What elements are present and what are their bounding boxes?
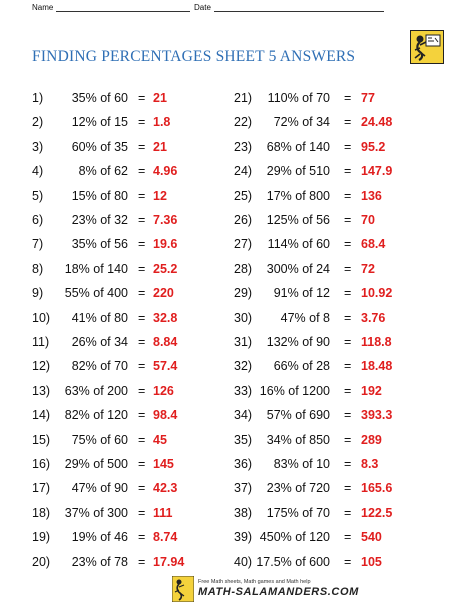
problem-number: 1) — [32, 91, 44, 105]
expression-cell — [234, 236, 330, 252]
equals-sign: = — [344, 261, 352, 276]
name-line — [56, 11, 190, 12]
problem-number: 19) — [32, 530, 51, 545]
problem-number: 29) — [234, 286, 253, 301]
equals-sign: = — [138, 115, 146, 130]
problem-row — [234, 139, 434, 161]
problem-number: 17) — [32, 481, 51, 496]
date-line — [214, 11, 384, 12]
equals-sign: = — [344, 505, 352, 520]
problem-row — [234, 188, 434, 210]
problem-expression: 175% of 70 — [266, 505, 330, 520]
expression-cell — [234, 139, 330, 155]
problem-row — [32, 432, 232, 454]
answer-value: 21 — [153, 91, 167, 105]
problem-expression: 12% of 15 — [71, 115, 128, 130]
problem-number: 23) — [234, 139, 253, 154]
problem-row — [32, 163, 232, 185]
expression-cell — [32, 236, 128, 252]
expression-cell — [32, 188, 128, 204]
equals-sign: = — [138, 335, 146, 349]
answer-value: 32.8 — [153, 310, 178, 325]
answer-value: 122.5 — [361, 505, 393, 520]
expression-cell — [234, 456, 330, 472]
problem-row — [32, 334, 232, 356]
equals-sign: = — [138, 237, 146, 252]
answer-value: 4.96 — [153, 164, 178, 179]
answer-value: 118.8 — [361, 335, 392, 349]
problem-row — [32, 358, 232, 380]
problem-number: 36) — [234, 457, 253, 471]
problem-expression: 23% of 32 — [71, 213, 128, 227]
expression-cell — [32, 261, 128, 277]
equals-sign: = — [138, 408, 146, 423]
problem-row — [32, 456, 232, 478]
equals-sign: = — [344, 188, 352, 203]
problem-number: 2) — [32, 115, 44, 130]
problem-number: 26) — [234, 213, 253, 227]
equals-sign: = — [344, 335, 352, 349]
equals-sign: = — [344, 286, 352, 301]
problem-row — [234, 90, 434, 112]
expression-cell — [234, 114, 330, 130]
answer-value: 147.9 — [361, 164, 393, 179]
problem-row — [234, 358, 434, 380]
expression-cell — [32, 114, 128, 130]
equals-sign: = — [138, 481, 146, 496]
expression-cell — [234, 261, 330, 277]
problem-expression: 68% of 140 — [266, 139, 330, 154]
equals-sign: = — [344, 408, 352, 423]
equals-sign: = — [138, 383, 146, 398]
problem-expression: 72% of 34 — [273, 115, 330, 130]
problem-number: 5) — [32, 188, 44, 203]
answer-value: 126 — [153, 383, 174, 398]
expression-cell — [234, 529, 330, 545]
equals-sign: = — [138, 530, 146, 545]
answer-value: 540 — [361, 530, 382, 545]
expression-cell — [234, 90, 330, 106]
footer — [172, 574, 359, 606]
expression-cell — [32, 554, 128, 570]
problem-number: 14) — [32, 408, 51, 423]
expression-cell — [32, 383, 128, 399]
answer-value: 105 — [361, 554, 382, 569]
problem-number: 25) — [234, 188, 253, 203]
problem-expression: 55% of 400 — [64, 286, 128, 301]
answer-value: 57.4 — [153, 359, 178, 374]
problem-expression: 17.5% of 600 — [256, 554, 330, 569]
page-title: FINDING PERCENTAGES SHEET 5 ANSWERS — [32, 48, 356, 65]
problem-number: 20) — [32, 554, 51, 569]
problem-row — [32, 261, 232, 283]
problem-number: 16) — [32, 457, 51, 471]
problem-row — [234, 554, 434, 576]
problem-number: 31) — [234, 335, 253, 349]
problem-expression: 114% of 60 — [267, 237, 330, 252]
problem-expression: 83% of 10 — [273, 457, 330, 471]
answer-value: 25.2 — [153, 261, 178, 276]
expression-cell — [32, 407, 128, 423]
problem-row — [32, 139, 232, 161]
expression-cell — [234, 407, 330, 423]
problem-expression: 41% of 80 — [71, 310, 128, 325]
equals-sign: = — [344, 481, 352, 496]
equals-sign: = — [344, 554, 352, 569]
problem-number: 22) — [234, 115, 253, 130]
equals-sign: = — [344, 91, 352, 105]
problem-row — [234, 529, 434, 551]
answer-value: 95.2 — [361, 139, 386, 154]
problem-number: 15) — [32, 432, 51, 447]
answer-value: 10.92 — [361, 286, 393, 301]
expression-cell — [32, 334, 128, 350]
answer-value: 3.76 — [361, 310, 386, 325]
equals-sign: = — [344, 359, 352, 374]
problem-expression: 37% of 300 — [64, 505, 128, 520]
footer-tagline: Free Math sheets, Math games and Math help — [198, 579, 311, 585]
problem-expression: 91% of 12 — [273, 286, 330, 301]
problem-row — [32, 188, 232, 210]
problem-expression: 47% of 90 — [71, 481, 128, 496]
answer-value: 24.48 — [361, 115, 393, 130]
problem-number: 32) — [234, 359, 253, 374]
name-label: Name — [32, 3, 54, 12]
expression-cell — [32, 529, 128, 545]
problem-row — [234, 383, 434, 405]
equals-sign: = — [138, 505, 146, 520]
answer-value: 45 — [153, 432, 167, 447]
expression-cell — [234, 310, 330, 326]
answer-value: 289 — [361, 432, 382, 447]
answer-value: 70 — [361, 213, 375, 227]
problem-number: 33) — [234, 383, 253, 398]
answer-value: 77 — [361, 91, 375, 105]
problem-number: 35) — [234, 432, 253, 447]
problem-row — [32, 529, 232, 551]
expression-cell — [234, 358, 330, 374]
answer-value: 165.6 — [361, 481, 393, 496]
problem-row — [32, 310, 232, 332]
problem-row — [32, 236, 232, 258]
equals-sign: = — [138, 91, 146, 105]
answer-value: 21 — [153, 139, 167, 154]
expression-cell — [234, 212, 330, 228]
problem-number: 21) — [234, 91, 253, 105]
problem-number: 13) — [32, 383, 51, 398]
problem-row — [32, 114, 232, 136]
equals-sign: = — [344, 115, 352, 130]
equals-sign: = — [344, 213, 352, 227]
equals-sign: = — [138, 261, 146, 276]
answer-value: 192 — [361, 383, 382, 398]
expression-cell — [234, 188, 330, 204]
problem-number: 11) — [32, 335, 50, 349]
problem-expression: 110% of 70 — [267, 91, 330, 105]
problem-expression: 35% of 60 — [71, 91, 128, 105]
problem-row — [32, 90, 232, 112]
answer-value: 136 — [361, 188, 382, 203]
answer-value: 393.3 — [361, 408, 393, 423]
problem-expression: 63% of 200 — [64, 383, 128, 398]
problem-expression: 23% of 720 — [266, 481, 330, 496]
answer-value: 111 — [153, 505, 173, 520]
problem-row — [32, 480, 232, 502]
answer-value: 98.4 — [153, 408, 178, 423]
problem-row — [234, 212, 434, 234]
answer-value: 8.3 — [361, 457, 379, 471]
equals-sign: = — [344, 310, 352, 325]
problem-row — [234, 432, 434, 454]
problem-number: 24) — [234, 164, 253, 179]
answer-value: 8.74 — [153, 530, 178, 545]
footer-brand: MATH-SALAMANDERS.COM — [198, 586, 359, 598]
expression-cell — [32, 505, 128, 521]
problem-number: 38) — [234, 505, 253, 520]
expression-cell — [32, 310, 128, 326]
problem-row — [32, 407, 232, 429]
problem-row — [234, 285, 434, 307]
problem-number: 34) — [234, 408, 253, 423]
equals-sign: = — [138, 164, 146, 179]
problem-expression: 34% of 850 — [266, 432, 330, 447]
equals-sign: = — [344, 530, 352, 545]
equals-sign: = — [344, 237, 352, 252]
problem-expression: 66% of 28 — [273, 359, 330, 374]
equals-sign: = — [344, 457, 352, 471]
answer-value: 220 — [153, 286, 174, 301]
problem-expression: 23% of 78 — [71, 554, 128, 569]
problem-number: 8) — [32, 261, 44, 276]
problem-row — [234, 334, 434, 356]
problem-row — [234, 114, 434, 136]
date-label: Date — [194, 3, 211, 12]
problem-expression: 75% of 60 — [71, 432, 128, 447]
problem-expression: 57% of 690 — [266, 408, 330, 423]
equals-sign: = — [138, 359, 146, 374]
answer-value: 72 — [361, 261, 375, 276]
answer-value: 145 — [153, 457, 174, 471]
equals-sign: = — [344, 432, 352, 447]
problem-number: 27) — [234, 237, 253, 252]
answer-value: 12 — [153, 188, 167, 203]
salamander-logo-icon — [410, 30, 444, 64]
problem-number: 40) — [234, 554, 253, 569]
footer-salamander-icon — [172, 576, 194, 602]
equals-sign: = — [138, 310, 146, 325]
problem-number: 3) — [32, 139, 44, 154]
equals-sign: = — [138, 188, 146, 203]
answer-value: 1.8 — [153, 115, 171, 130]
expression-cell — [234, 480, 330, 496]
problem-row — [234, 505, 434, 527]
expression-cell — [32, 90, 128, 106]
problem-expression: 18% of 140 — [64, 261, 128, 276]
expression-cell — [32, 285, 128, 301]
problem-expression: 60% of 35 — [71, 139, 128, 154]
problem-number: 12) — [32, 359, 51, 374]
expression-cell — [32, 163, 128, 179]
problem-expression: 15% of 80 — [71, 188, 128, 203]
equals-sign: = — [344, 164, 352, 179]
answer-value: 7.36 — [153, 213, 178, 227]
problem-expression: 17% of 800 — [266, 188, 330, 203]
problem-expression: 125% of 56 — [266, 213, 330, 227]
answer-value: 42.3 — [153, 481, 178, 496]
equals-sign: = — [344, 139, 352, 154]
problem-expression: 300% of 24 — [266, 261, 330, 276]
expression-cell — [32, 456, 128, 472]
problem-row — [234, 261, 434, 283]
answer-value: 68.4 — [361, 237, 386, 252]
expression-cell — [32, 139, 128, 155]
expression-cell — [234, 505, 330, 521]
expression-cell — [234, 383, 330, 399]
problem-row — [32, 383, 232, 405]
expression-cell — [234, 163, 330, 179]
problem-row — [32, 505, 232, 527]
problem-row — [234, 310, 434, 332]
problem-expression: 82% of 70 — [71, 359, 128, 374]
equals-sign: = — [138, 432, 146, 447]
problem-row — [32, 212, 232, 234]
problem-expression: 29% of 500 — [64, 457, 128, 471]
problem-expression: 47% of 8 — [280, 310, 330, 325]
problem-expression: 35% of 56 — [71, 237, 128, 252]
problem-expression: 132% of 90 — [266, 335, 330, 349]
problem-number: 37) — [234, 481, 253, 496]
problem-number: 30) — [234, 310, 253, 325]
answer-value: 8.84 — [153, 335, 178, 349]
problem-row — [234, 163, 434, 185]
problem-row — [234, 456, 434, 478]
expression-cell — [32, 480, 128, 496]
equals-sign: = — [344, 383, 352, 398]
answer-value: 17.94 — [153, 554, 185, 569]
problem-number: 18) — [32, 505, 51, 520]
problem-number: 9) — [32, 286, 44, 301]
equals-sign: = — [138, 286, 146, 301]
problem-row — [234, 407, 434, 429]
expression-cell — [32, 432, 128, 448]
problem-number: 28) — [234, 261, 253, 276]
problem-expression: 26% of 34 — [71, 335, 128, 349]
equals-sign: = — [138, 139, 146, 154]
problem-expression: 8% of 62 — [78, 164, 128, 179]
problem-expression: 29% of 510 — [266, 164, 330, 179]
problem-number: 6) — [32, 213, 44, 227]
problem-row — [32, 554, 232, 576]
problem-number: 4) — [32, 164, 44, 179]
expression-cell — [32, 358, 128, 374]
problem-expression: 450% of 120 — [259, 530, 330, 545]
problem-row — [234, 236, 434, 258]
equals-sign: = — [138, 213, 146, 227]
problem-number: 10) — [32, 310, 51, 325]
problem-number: 39) — [234, 530, 253, 545]
problem-row — [234, 480, 434, 502]
problem-expression: 19% of 46 — [71, 530, 128, 545]
equals-sign: = — [138, 554, 146, 569]
expression-cell — [234, 554, 330, 570]
expression-cell — [234, 334, 330, 350]
answer-value: 19.6 — [153, 237, 178, 252]
problem-expression: 16% of 1200 — [259, 383, 330, 398]
answer-value: 18.48 — [361, 359, 393, 374]
problem-expression: 82% of 120 — [64, 408, 128, 423]
problem-number: 7) — [32, 237, 44, 252]
expression-cell — [32, 212, 128, 228]
problem-row — [32, 285, 232, 307]
expression-cell — [234, 285, 330, 301]
expression-cell — [234, 432, 330, 448]
equals-sign: = — [138, 457, 146, 471]
